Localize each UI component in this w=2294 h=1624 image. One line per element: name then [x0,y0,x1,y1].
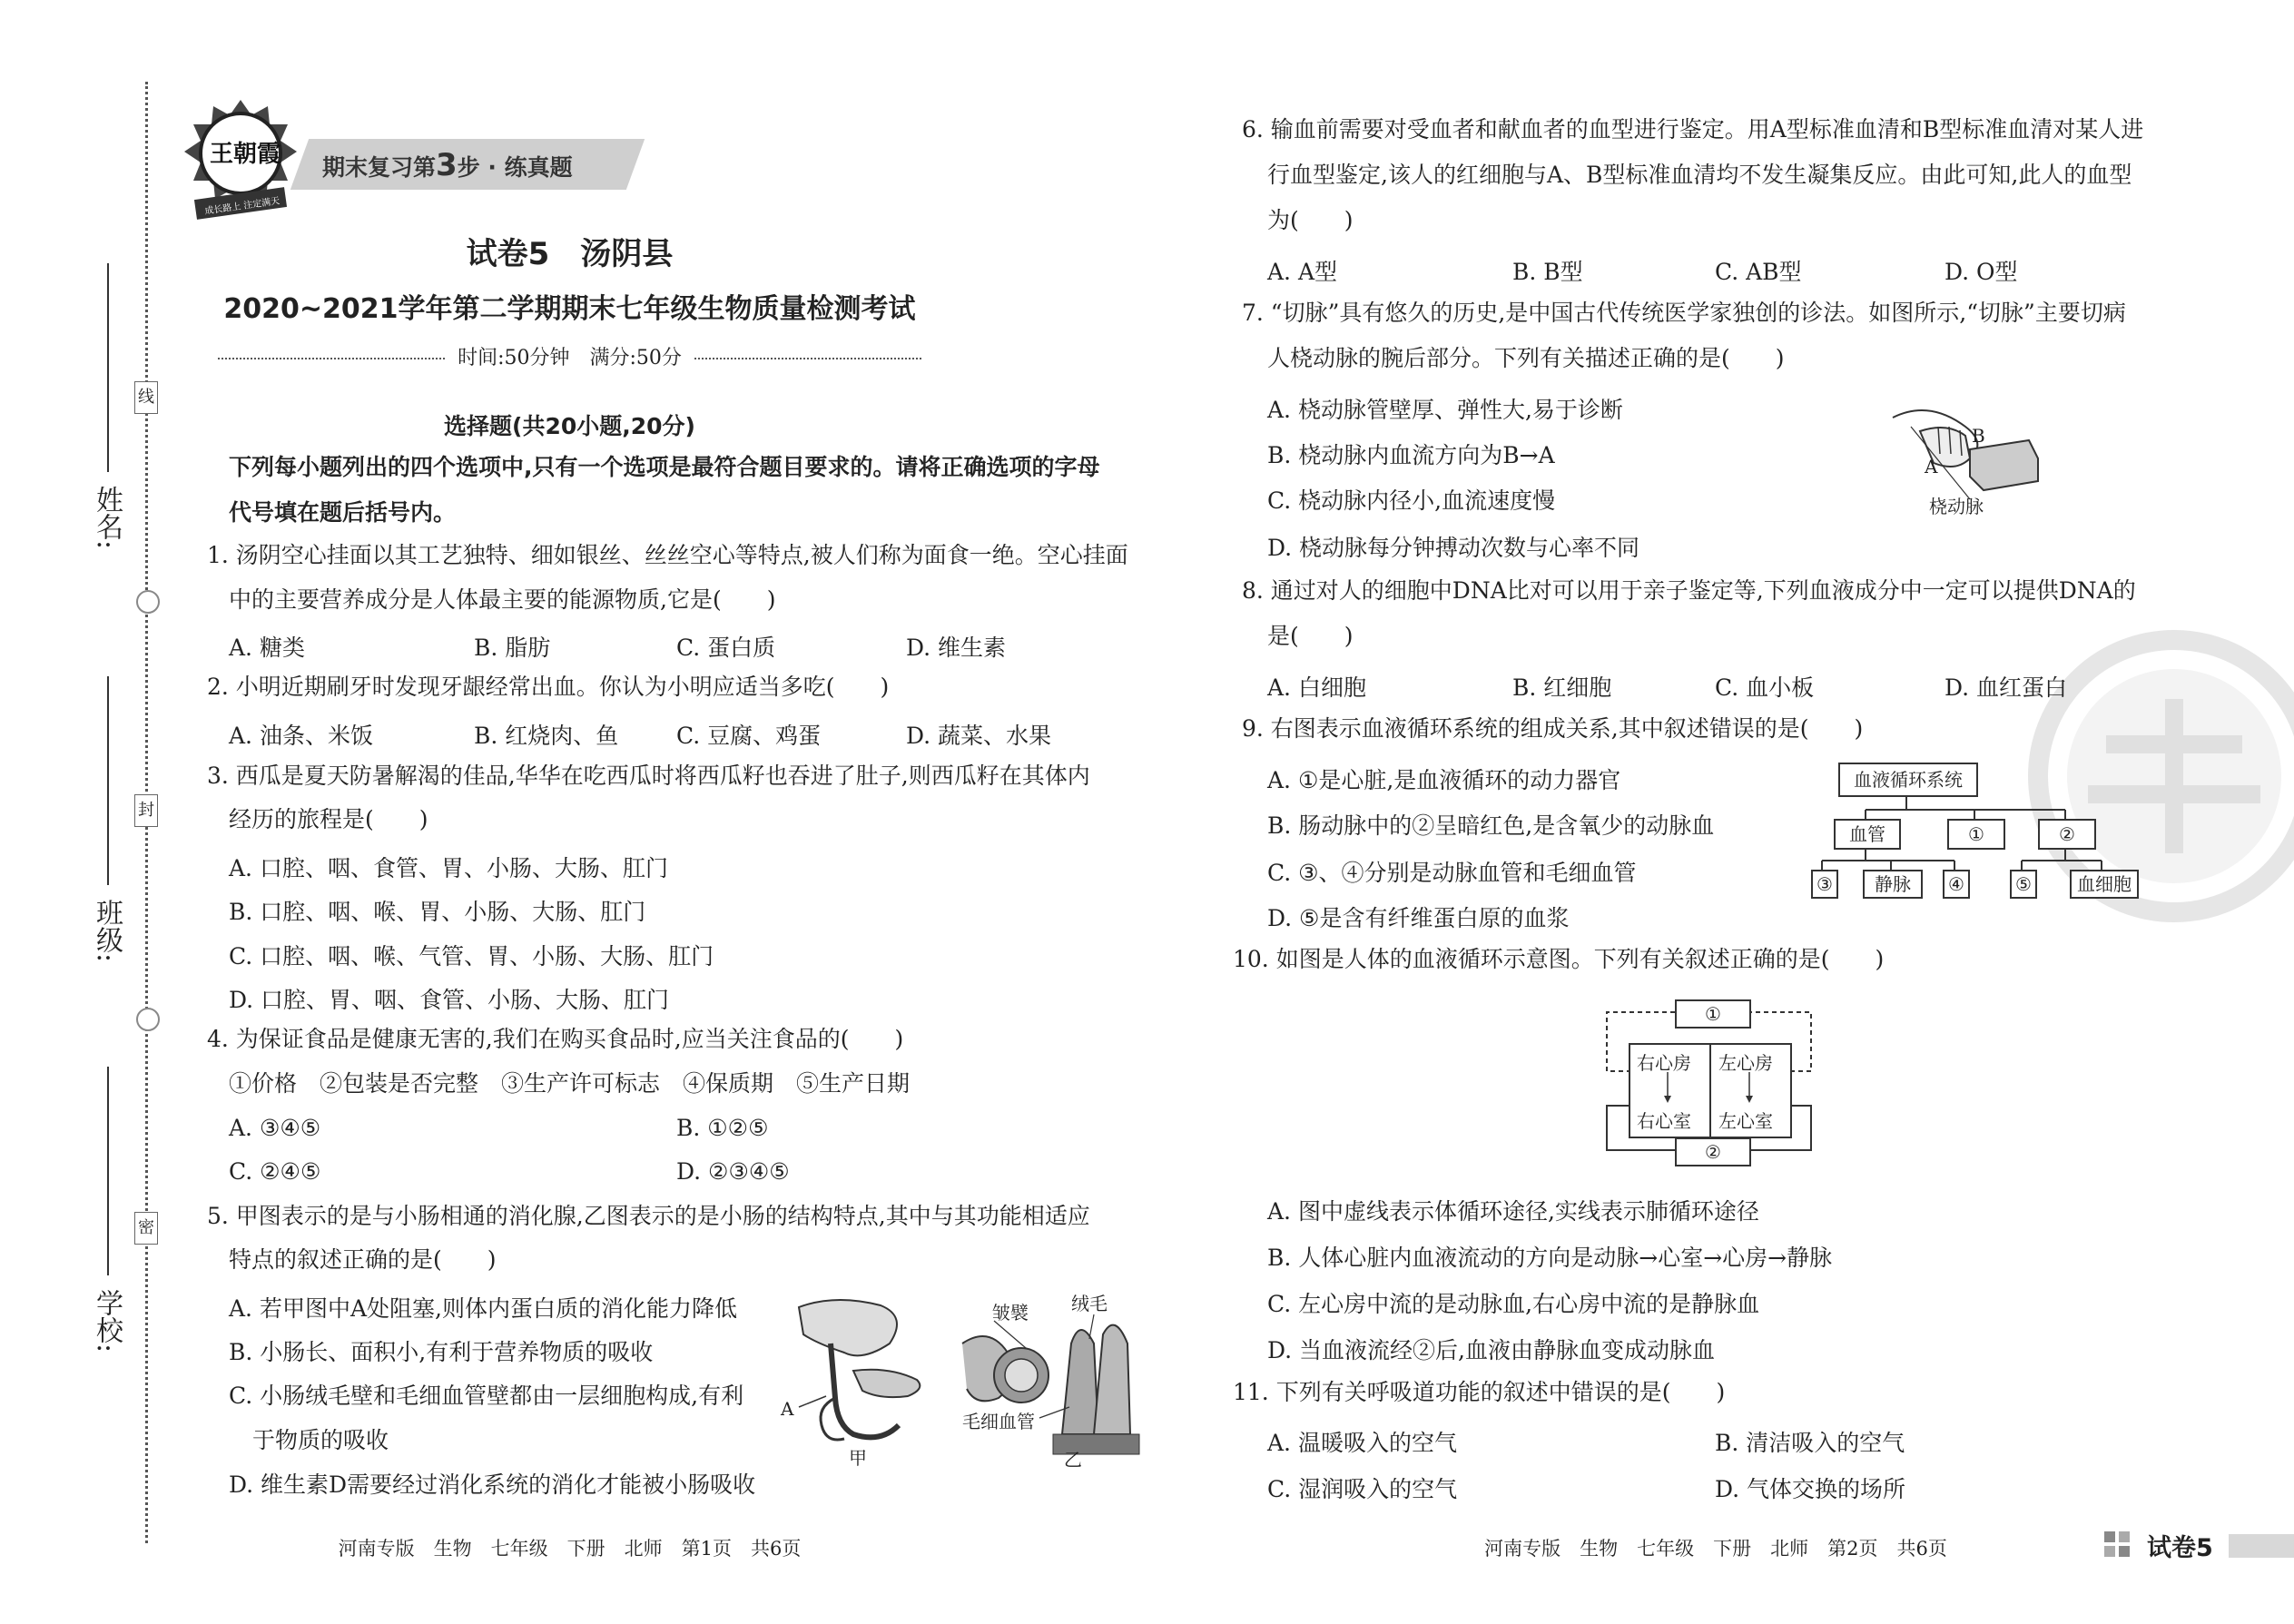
q1-option-a[interactable]: A. 糖类 [229,635,305,661]
q4-stem-1: 4. 为保证食品是健康无害的,我们在购买食品时,应当关注食品的( ) [207,1026,904,1052]
q4-option-b[interactable]: B. ①②⑤ [676,1115,769,1141]
q3-stem-1: 3. 西瓜是夏天防暑解渴的佳品,华华在吃西瓜时将西瓜籽也吞进了肚子,则西瓜籽在其体内 [207,763,1090,789]
q10-label-ra: 右心房 [1637,1052,1691,1074]
footer-left: 河南专版 生物 七年级 下册 北师 第1页 共6页 [338,1538,802,1560]
q7-fig-label-a: A [1925,456,1938,477]
q2-option-d[interactable]: D. 蔬菜、水果 [906,723,1052,749]
q6-option-a[interactable]: A. A型 [1267,259,1338,285]
instruction-line-2: 代号填在题后括号内。 [229,499,457,526]
q6-option-d[interactable]: D. O型 [1944,259,2018,285]
q7-option-b[interactable]: B. 桡动脉内血流方向为B→A [1267,442,1555,468]
exam-info: 时间:50分钟 满分:50分 [458,347,682,369]
class-label: 班级: [91,899,123,963]
section-title: 选择题(共20小题,20分) [444,413,695,439]
q9-box-2: ② [2038,819,2096,850]
brand-logo [177,95,304,222]
banner-suffix: 步 · 练真题 [457,154,573,181]
q10-box-1: ① [1675,999,1751,1029]
seal-char-mi: 密 [134,1212,158,1245]
q3-option-a[interactable]: A. 口腔、咽、食管、胃、小肠、大肠、肛门 [229,855,668,881]
q5-fig-label-jia: 甲 [849,1447,867,1469]
seal-char-xian: 线 [134,381,158,414]
q9-option-c[interactable]: C. ③、④分别是动脉血管和毛细血管 [1267,860,1637,886]
q10-figure [1602,994,1820,1176]
q5-fig-label-maoxi: 毛细血管 [962,1411,1035,1432]
q5-option-c-1[interactable]: C. 小肠绒毛壁和毛细血管壁都由一层细胞构成,有利 [229,1383,744,1409]
banner-title [322,147,573,183]
footer-dot-2 [2119,1531,2130,1542]
q11-option-c[interactable]: C. 湿润吸入的空气 [1267,1476,1458,1502]
q8-stem-1: 8. 通过对人的细胞中DNA比对可以用于亲子鉴定等,下列血液成分中一定可以提供DNA的 [1242,577,2136,604]
q5-fig-label-zhouzhe: 皱襞 [992,1302,1029,1324]
q5-fig-label-yi: 乙 [1064,1449,1082,1471]
q10-label-la: 左心房 [1718,1052,1773,1074]
exam-title: 2020~2021学年第二学期期末七年级生物质量检测考试 [223,293,916,325]
q11-option-d[interactable]: D. 气体交换的场所 [1715,1476,1906,1502]
school-field[interactable] [107,1067,109,1275]
q9-stem-1: 9. 右图表示血液循环系统的组成关系,其中叙述错误的是( ) [1242,715,1864,742]
q2-option-a[interactable]: A. 油条、米饭 [229,723,373,749]
q10-label-lv: 左心室 [1718,1110,1773,1132]
q3-option-d[interactable]: D. 口腔、胃、咽、食管、小肠、大肠、肛门 [229,987,670,1013]
q9-box-root: 血液循环系统 [1838,763,1978,797]
q8-option-a[interactable]: A. 白细胞 [1267,674,1366,701]
footer-dot-1 [2104,1531,2115,1542]
q3-option-b[interactable]: B. 口腔、咽、喉、胃、小肠、大肠、肛门 [229,899,646,925]
binding-ring-1 [136,590,160,614]
q7-stem-2: 人桡动脉的腕后部分。下列有关描述正确的是( ) [1267,345,1785,371]
banner-prefix: 期末复习第 [322,154,437,181]
q6-stem-2: 行血型鉴定,该人的红细胞与A、B型标准血清均不发生凝集反应。由此可知,此人的血型 [1267,162,2132,188]
q9-option-a[interactable]: A. ①是心脏,是血液循环的动力器官 [1267,767,1621,793]
binding-ring-2 [136,1008,160,1031]
info-rule-right [694,358,921,359]
q4-option-a[interactable]: A. ③④⑤ [229,1115,321,1141]
footer-tag: 试卷5 [2147,1534,2213,1562]
q9-box-4: ④ [1943,870,1970,899]
school-label: 学校: [91,1289,123,1353]
q7-fig-label: 桡动脉 [1929,496,1984,517]
q9-box-xueguan: 血管 [1834,819,1901,850]
q4-stem-2: ①价格 ②包装是否完整 ③生产许可标志 ④保质期 ⑤生产日期 [229,1070,911,1097]
q6-stem-3: 为( ) [1267,207,1354,233]
q7-option-c[interactable]: C. 桡动脉内径小,血流速度慢 [1267,487,1556,514]
q10-label-rv: 右心室 [1637,1110,1691,1132]
q5-stem-1: 5. 甲图表示的是与小肠相通的消化腺,乙图表示的是小肠的结构特点,其中与其功能相适应 [207,1203,1090,1229]
q2-option-b[interactable]: B. 红烧肉、鱼 [474,723,619,749]
q5-option-d[interactable]: D. 维生素D需要经过消化系统的消化才能被小肠吸收 [229,1471,756,1498]
q5-option-a[interactable]: A. 若甲图中A处阻塞,则体内蛋白质的消化能力降低 [229,1295,737,1322]
q9-box-xuexibao: 血细胞 [2070,870,2139,899]
q8-option-d[interactable]: D. 血红蛋白 [1944,674,2068,701]
paper-title: 试卷5 汤阴县 [466,236,674,272]
q7-figure [1884,390,2047,527]
q10-option-c[interactable]: C. 左心房中流的是动脉血,右心房中流的是静脉血 [1267,1291,1760,1317]
q9-box-3: ③ [1811,870,1838,899]
q6-option-c[interactable]: C. AB型 [1715,259,1802,285]
q7-fig-label-b: B [1972,425,1985,447]
q6-stem-1: 6. 输血前需要对受血者和献血者的血型进行鉴定。用A型标准血清和B型标准血清对某人进 [1242,116,2144,143]
q10-stem-1: 10. 如图是人体的血液循环示意图。下列有关叙述正确的是( ) [1233,946,1885,972]
q4-option-d[interactable]: D. ②③④⑤ [676,1158,790,1185]
q9-box-5: ⑤ [2010,870,2037,899]
q8-stem-2: 是( ) [1267,623,1354,649]
banner-step: 3 [436,147,458,183]
q5-option-c-2: 于物质的吸收 [252,1427,389,1453]
q10-option-a[interactable]: A. 图中虚线表示体循环途径,实线表示肺循环途径 [1267,1198,1759,1225]
q8-option-b[interactable]: B. 红细胞 [1512,674,1612,701]
q10-option-d[interactable]: D. 当血液流经②后,血液由静脉血变成动脉血 [1267,1337,1715,1363]
q1-option-c[interactable]: C. 蛋白质 [676,635,776,661]
q5-stem-2: 特点的叙述正确的是( ) [229,1246,497,1273]
instruction-line-1: 下列每小题列出的四个选项中,只有一个选项是最符合题目要求的。请将正确选项的字母 [229,454,1100,480]
footer-dot-4 [2119,1546,2130,1557]
q10-box-2: ② [1675,1137,1751,1166]
q9-figure [1811,763,2138,908]
q8-option-c[interactable]: C. 血小板 [1715,674,1815,701]
q1-option-b[interactable]: B. 脂肪 [474,635,551,661]
footer-dot-3 [2104,1546,2115,1557]
q10-option-b[interactable]: B. 人体心脏内血液流动的方向是动脉→心室→心房→静脉 [1267,1245,1833,1271]
footer-right: 河南专版 生物 七年级 下册 北师 第2页 共6页 [1484,1538,1947,1560]
q7-option-a[interactable]: A. 桡动脉管壁厚、弹性大,易于诊断 [1267,397,1623,423]
q9-option-d[interactable]: D. ⑤是含有纤维蛋白原的血浆 [1267,905,1570,931]
q11-option-b[interactable]: B. 清洁吸入的空气 [1715,1430,1905,1456]
q6-option-b[interactable]: B. B型 [1512,259,1583,285]
brand-slogan: 成长路上 注定满天 [203,196,281,217]
q11-stem-1: 11. 下列有关呼吸道功能的叙述中错误的是( ) [1233,1379,1726,1405]
q2-stem-1: 2. 小明近期刷牙时发现牙龈经常出血。你认为小明应适当多吃( ) [207,674,890,700]
q2-option-c[interactable]: C. 豆腐、鸡蛋 [676,723,822,749]
q11-option-a[interactable]: A. 温暖吸入的空气 [1267,1430,1457,1456]
class-field[interactable] [107,676,109,885]
q3-stem-2: 经历的旅程是( ) [229,806,428,832]
q5-option-b[interactable]: B. 小肠长、面积小,有利于营养物质的吸收 [229,1339,654,1365]
footer-tag-bar [2229,1534,2294,1558]
q1-stem-2: 中的主要营养成分是人体最主要的能源物质,它是( ) [229,586,776,613]
q5-fig-label-rongmao: 绒毛 [1071,1293,1108,1314]
q1-option-d[interactable]: D. 维生素 [906,635,1007,661]
q5-fig-label-a: A [781,1398,794,1420]
q9-box-jingmai: 静脉 [1863,870,1923,899]
q3-option-c[interactable]: C. 口腔、咽、喉、气管、胃、小肠、大肠、肛门 [229,943,714,969]
q9-box-1: ① [1947,819,2005,850]
seal-char-feng: 封 [134,794,158,827]
q7-stem-1: 7. “切脉”具有悠久的历史,是中国古代传统医学家独创的诊法。如图所示,“切脉”主要切病 [1242,300,2126,326]
brand-name: 王朝霞 [210,141,281,168]
q1-stem-1: 1. 汤阴空心挂面以其工艺独特、细如银丝、丝丝空心等特点,被人们称为面食一绝。空心挂面 [207,542,1128,568]
q7-option-d[interactable]: D. 桡动脉每分钟搏动次数与心率不同 [1267,535,1640,561]
name-label: 姓名: [91,486,123,550]
q9-option-b[interactable]: B. 肠动脉中的②呈暗红色,是含氧少的动脉血 [1267,812,1715,839]
q4-option-c[interactable]: C. ②④⑤ [229,1158,321,1185]
q5-figure [781,1289,1144,1471]
